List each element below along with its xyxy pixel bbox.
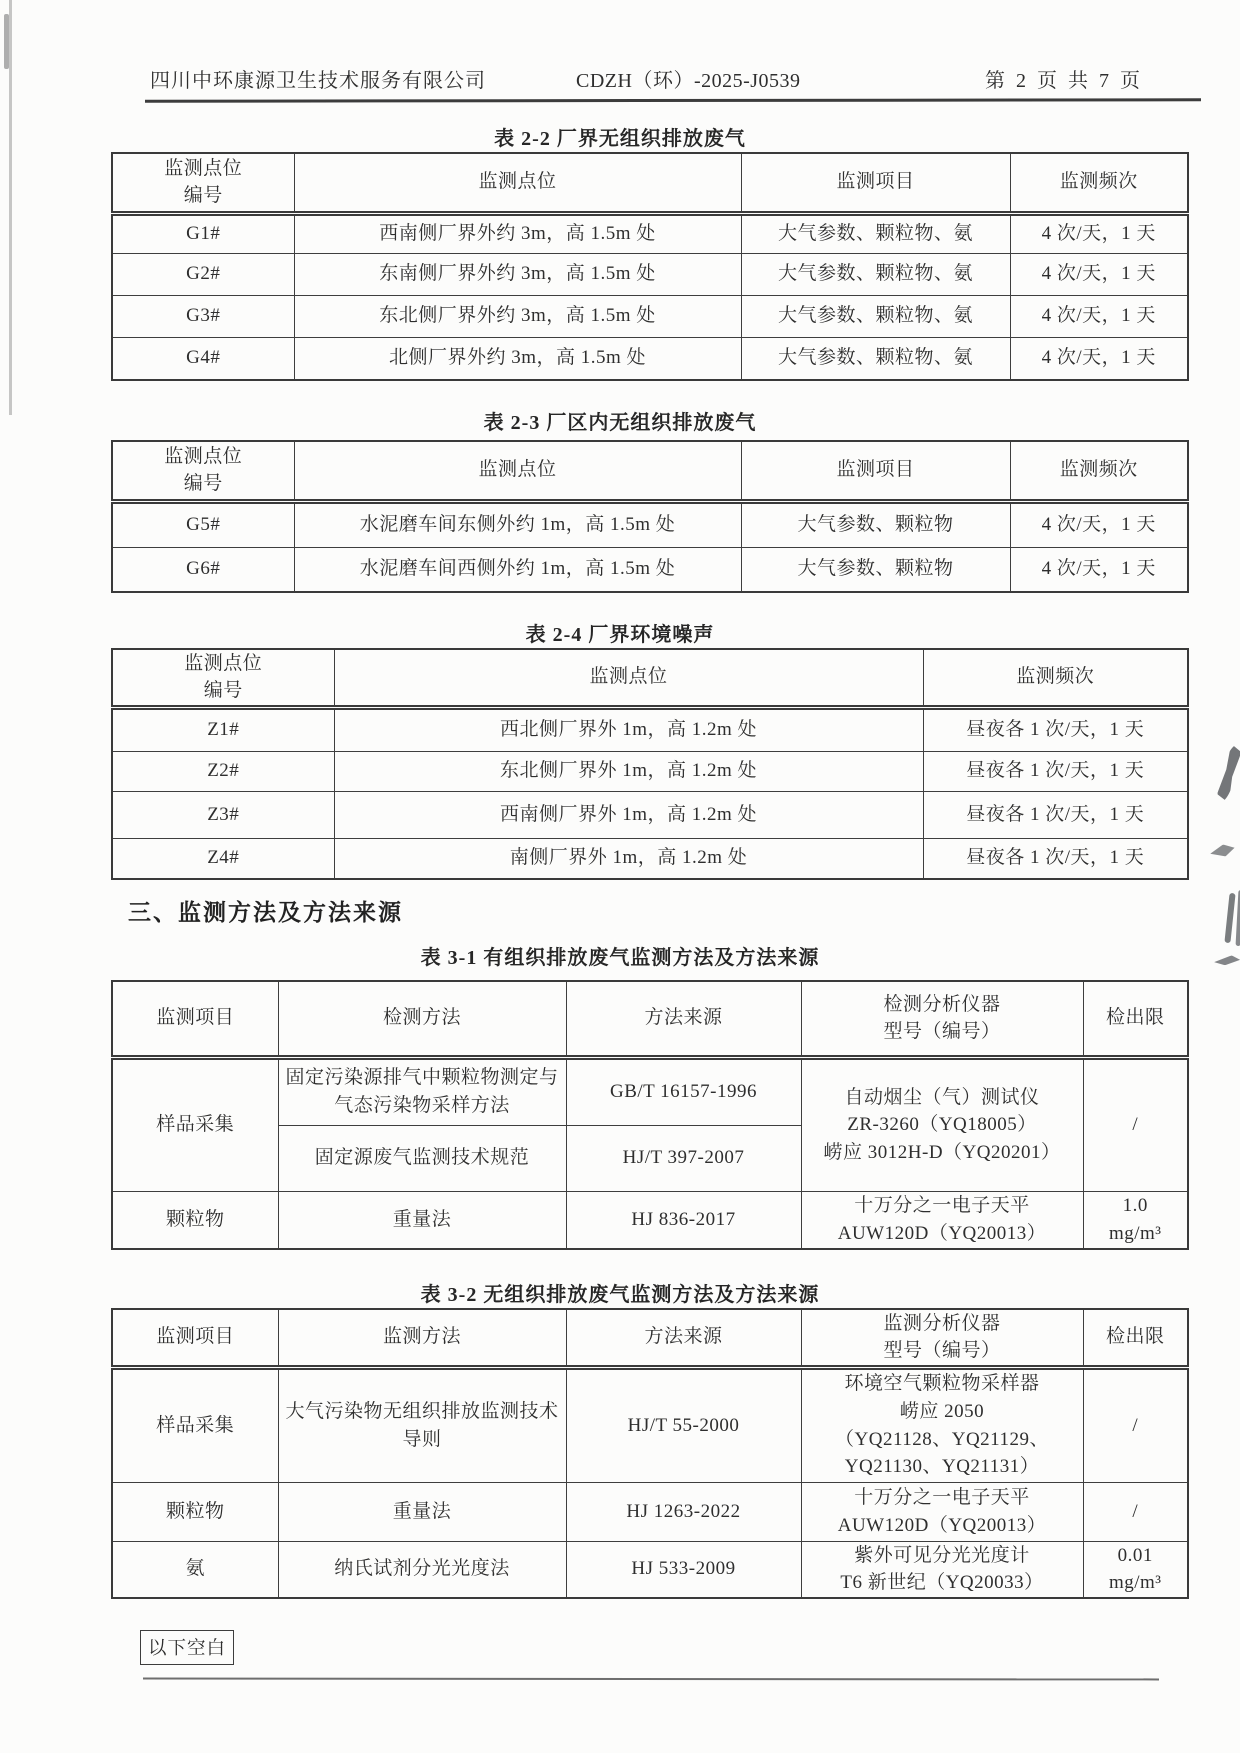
cell-detection-limit: / xyxy=(1083,1057,1188,1191)
cell-point-id: G2# xyxy=(112,253,294,295)
header-method-source: 方法来源 xyxy=(566,981,801,1057)
cell-monitoring-item: 氨 xyxy=(112,1541,278,1598)
table-header-row xyxy=(112,981,1188,1057)
table-row xyxy=(112,1367,1188,1482)
header-point-id: 监测点位 编号 xyxy=(112,153,294,213)
cell-monitoring-method: 大气污染物无组织排放监测技术导则 xyxy=(278,1367,566,1482)
table-2-2-title: 表 2-2 厂界无组织排放废气 xyxy=(494,128,746,150)
header-detection-limit: 检出限 xyxy=(1083,1309,1188,1367)
header-monitoring-item: 监测项目 xyxy=(112,1309,278,1367)
table-3-2 xyxy=(111,1308,1189,1599)
scan-artifact-left-tick xyxy=(4,14,9,69)
cell-instrument: 环境空气颗粒物采样器 崂应 2050 （YQ21128、YQ21129、 YQ21130、YQ21131） xyxy=(801,1367,1083,1482)
header-doc-number: CDZH（环）-2025-J0539 xyxy=(576,70,801,92)
table-2-2 xyxy=(111,152,1189,381)
cell-monitoring-item: 样品采集 xyxy=(112,1057,278,1191)
table-row xyxy=(112,337,1188,380)
cell-monitoring-item: 颗粒物 xyxy=(112,1482,278,1541)
table-header-row xyxy=(112,649,1188,707)
table-row xyxy=(112,1057,1188,1125)
cell-method-source: HJ 1263-2022 xyxy=(566,1482,801,1541)
cell-detection-limit: / xyxy=(1083,1367,1188,1482)
cell-analysis-method: 重量法 xyxy=(278,1191,566,1249)
table-2-3 xyxy=(111,440,1189,593)
header-company-name: 四川中环康源卫生技术服务有限公司 xyxy=(150,70,486,92)
table-header-row xyxy=(112,1309,1188,1367)
cell-analysis-method: 固定污染源排气中颗粒物测定与气态污染物采样方法 xyxy=(278,1057,566,1125)
cell-monitoring-point: 西南侧厂界外约 3m，高 1.5m 处 xyxy=(294,213,741,253)
cell-method-source: GB/T 16157-1996 xyxy=(566,1057,801,1125)
table-3-1 xyxy=(111,980,1189,1250)
header-detection-limit: 检出限 xyxy=(1083,981,1188,1057)
table-3-1-title: 表 3-1 有组织排放废气监测方法及方法来源 xyxy=(420,947,820,969)
cell-monitoring-frequency: 4 次/天，1 天 xyxy=(1010,213,1188,253)
section-3-heading: 三、监测方法及方法来源 xyxy=(128,900,403,925)
cell-monitoring-method: 纳氏试剂分光光度法 xyxy=(278,1541,566,1598)
table-row xyxy=(112,501,1188,547)
table-row xyxy=(112,1482,1188,1541)
cell-point-id: G1# xyxy=(112,213,294,253)
table-2-4 xyxy=(111,648,1189,880)
header-monitoring-point: 监测点位 xyxy=(334,649,923,707)
cell-detection-limit: 1.0 mg/m³ xyxy=(1083,1191,1188,1249)
table-row xyxy=(112,213,1188,253)
header-monitoring-item: 监测项目 xyxy=(741,153,1010,213)
cell-method-source: HJ 533-2009 xyxy=(566,1541,801,1598)
header-instrument: 监测分析仪器 型号（编号） xyxy=(801,1309,1083,1367)
cell-instrument: 十万分之一电子天平 AUW120D（YQ20013） xyxy=(801,1191,1083,1249)
cell-method-source: HJ/T 397-2007 xyxy=(566,1125,801,1191)
footer-rule xyxy=(143,1678,1159,1681)
cell-monitoring-frequency: 昼夜各 1 次/天，1 天 xyxy=(923,838,1188,879)
header-page-indicator: 第 2 页 共 7 页 xyxy=(985,70,1143,92)
cell-monitoring-point: 水泥磨车间西侧外约 1m，高 1.5m 处 xyxy=(294,547,741,592)
cell-monitoring-point: 水泥磨车间东侧外约 1m，高 1.5m 处 xyxy=(294,501,741,547)
header-instrument: 检测分析仪器 型号（编号） xyxy=(801,981,1083,1057)
cell-monitoring-point: 东北侧厂界外 1m，高 1.2m 处 xyxy=(334,751,923,791)
cell-monitoring-frequency: 昼夜各 1 次/天，1 天 xyxy=(923,751,1188,791)
cell-monitoring-frequency: 4 次/天，1 天 xyxy=(1010,547,1188,592)
cell-monitoring-point: 西北侧厂界外 1m，高 1.2m 处 xyxy=(334,707,923,751)
cell-monitoring-point: 东南侧厂界外约 3m，高 1.5m 处 xyxy=(294,253,741,295)
cell-monitoring-item: 大气参数、颗粒物、氨 xyxy=(741,253,1010,295)
cell-monitoring-point: 南侧厂界外 1m，高 1.2m 处 xyxy=(334,838,923,879)
cell-analysis-method: 固定源废气监测技术规范 xyxy=(278,1125,566,1191)
cell-monitoring-frequency: 昼夜各 1 次/天，1 天 xyxy=(923,707,1188,751)
cell-point-id: G6# xyxy=(112,547,294,592)
cell-detection-limit: 0.01 mg/m³ xyxy=(1083,1541,1188,1598)
below-blank-note: 以下空白 xyxy=(140,1630,234,1665)
cell-point-id: Z2# xyxy=(112,751,334,791)
cell-monitoring-item: 大气参数、颗粒物 xyxy=(741,501,1010,547)
header-monitoring-item: 监测项目 xyxy=(112,981,278,1057)
cell-point-id: G4# xyxy=(112,337,294,380)
header-point-id: 监测点位 编号 xyxy=(112,441,294,501)
header-monitoring-frequency: 监测频次 xyxy=(1010,441,1188,501)
cell-monitoring-frequency: 4 次/天，1 天 xyxy=(1010,253,1188,295)
table-header-row xyxy=(112,153,1188,213)
table-2-3-title: 表 2-3 厂区内无组织排放废气 xyxy=(483,412,757,434)
table-row xyxy=(112,707,1188,751)
cell-method-source: HJ 836-2017 xyxy=(566,1191,801,1249)
table-row xyxy=(112,751,1188,791)
table-row xyxy=(112,1191,1188,1249)
cell-monitoring-frequency: 4 次/天，1 天 xyxy=(1010,501,1188,547)
scan-artifact-ink-smudge xyxy=(1236,890,1240,946)
scan-artifact-left-line xyxy=(9,0,12,415)
header-monitoring-point: 监测点位 xyxy=(294,153,741,213)
header-analysis-method: 检测方法 xyxy=(278,981,566,1057)
cell-point-id: Z3# xyxy=(112,791,334,838)
header-monitoring-item: 监测项目 xyxy=(741,441,1010,501)
table-header-row xyxy=(112,441,1188,501)
cell-monitoring-item: 大气参数、颗粒物 xyxy=(741,547,1010,592)
cell-monitoring-item: 大气参数、颗粒物、氨 xyxy=(741,213,1010,253)
cell-instrument: 十万分之一电子天平 AUW120D（YQ20013） xyxy=(801,1482,1083,1541)
table-row xyxy=(112,547,1188,592)
table-row xyxy=(112,253,1188,295)
cell-monitoring-item: 样品采集 xyxy=(112,1367,278,1482)
header-point-id: 监测点位 编号 xyxy=(112,649,334,707)
cell-monitoring-frequency: 4 次/天，1 天 xyxy=(1010,295,1188,337)
cell-instrument: 自动烟尘（气）测试仪 ZR-3260（YQ18005） 崂应 3012H-D（YQ20201） xyxy=(801,1057,1083,1191)
scan-artifact-ink-smudge xyxy=(1224,893,1235,943)
cell-point-id: Z4# xyxy=(112,838,334,879)
cell-monitoring-frequency: 4 次/天，1 天 xyxy=(1010,337,1188,380)
header-monitoring-frequency: 监测频次 xyxy=(923,649,1188,707)
cell-detection-limit: / xyxy=(1083,1482,1188,1541)
cell-monitoring-point: 东北侧厂界外约 3m，高 1.5m 处 xyxy=(294,295,741,337)
table-row xyxy=(112,1541,1188,1598)
cell-point-id: G3# xyxy=(112,295,294,337)
cell-monitoring-point: 北侧厂界外约 3m，高 1.5m 处 xyxy=(294,337,741,380)
cell-monitoring-method: 重量法 xyxy=(278,1482,566,1541)
header-rule xyxy=(145,98,1201,102)
cell-monitoring-item: 大气参数、颗粒物、氨 xyxy=(741,337,1010,380)
table-row xyxy=(112,791,1188,838)
header-method-source: 方法来源 xyxy=(566,1309,801,1367)
table-2-4-title: 表 2-4 厂界环境噪声 xyxy=(525,624,715,646)
header-monitoring-frequency: 监测频次 xyxy=(1010,153,1188,213)
cell-point-id: G5# xyxy=(112,501,294,547)
header-monitoring-method: 监测方法 xyxy=(278,1309,566,1367)
scan-artifact-ink-smudge xyxy=(1209,841,1236,860)
table-row xyxy=(112,295,1188,337)
cell-point-id: Z1# xyxy=(112,707,334,751)
cell-monitoring-item: 颗粒物 xyxy=(112,1191,278,1249)
scan-artifact-ink-smudge xyxy=(1214,743,1240,803)
table-3-2-title: 表 3-2 无组织排放废气监测方法及方法来源 xyxy=(420,1284,820,1306)
cell-instrument: 紫外可见分光光度计 T6 新世纪（YQ20033） xyxy=(801,1541,1083,1598)
cell-monitoring-frequency: 昼夜各 1 次/天，1 天 xyxy=(923,791,1188,838)
header-monitoring-point: 监测点位 xyxy=(294,441,741,501)
cell-method-source: HJ/T 55-2000 xyxy=(566,1367,801,1482)
cell-monitoring-point: 西南侧厂界外 1m，高 1.2m 处 xyxy=(334,791,923,838)
cell-monitoring-item: 大气参数、颗粒物、氨 xyxy=(741,295,1010,337)
table-row xyxy=(112,838,1188,879)
